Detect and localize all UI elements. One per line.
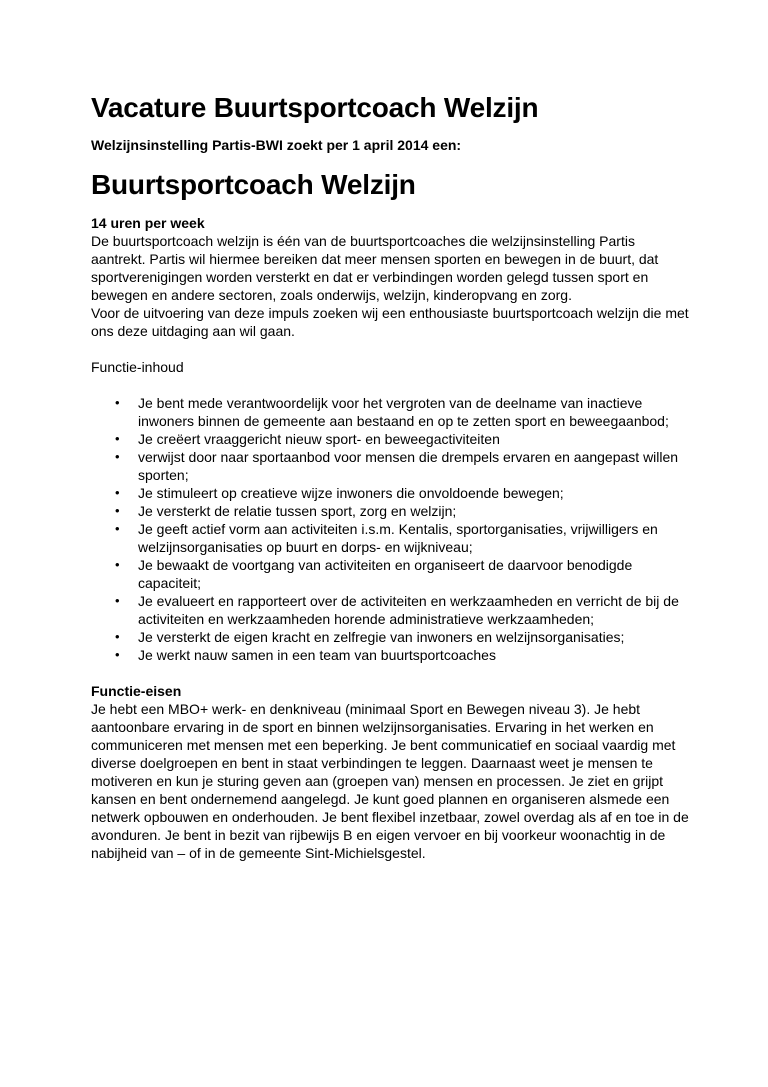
functie-eisen-paragraph: Je hebt een MBO+ werk- en denkniveau (minimaal Sport en Bewegen niveau 3). Je hebt aantoonbare ervaring in de sport en binnen welzijnsorganisaties. Ervaring in het werken en communiceren met mensen met een beperking. Je bent communicatief en sociaal vaardig met diverse doelgroepen en bent in staat verbindingen te leggen. Daarnaast weet je mensen te motiveren en kun je sturing geven aan (groepen van) mensen en processen. Je ziet en grijpt kansen en bent ondernemend aangelegd. Je kunt goed plannen en organiseren alsmede een netwerk opbouwen en onderhouden. Je bent flexibel inzetbaar, zowel overdag als af en toe in de avonduren. Je bent in bezit van rijbewijs B en eigen vervoer en bij voorkeur woonachtig in de nabijheid van – of in de gemeente Sint-Michielsgestel. [91,701,689,861]
task-list-item [91,430,691,448]
hours-per-week: 14 uren per week [91,215,205,231]
task-text: Je evalueert en rapporteert over de activiteiten en werkzaamheden en verricht de bij de activiteiten en werkzaamheden horende administratieve werkzaamheden; [138,593,679,627]
job-title: Buurtsportcoach Welzijn [91,169,416,200]
bullet-icon: • [115,593,120,608]
task-text: verwijst door naar sportaanbod voor mensen die drempels ervaren en aangepast willen sporten; [138,449,679,483]
bullet-icon: • [115,449,120,464]
task-list-item [91,448,691,484]
task-list-item [91,394,691,430]
task-text: Je geeft actief vorm aan activiteiten i.s.m. Kentalis, sportorganisaties, vrijwilligers en welzijnsorganisaties op buurt en dorps- en wijkniveau; [138,521,658,555]
document-title: Vacature Buurtsportcoach Welzijn [91,92,539,123]
task-list-item [91,520,691,556]
bullet-icon: • [115,557,120,572]
bullet-icon: • [115,503,120,518]
bullet-icon: • [115,395,120,410]
task-list-item [91,502,691,520]
intro-paragraph-2: Voor de uitvoering van deze impuls zoeken wij een enthousiaste buurtsportcoach welzijn die met ons deze uitdaging aan wil gaan. [91,305,689,339]
task-text: Je stimuleert op creatieve wijze inwoners die onvoldoende bewegen; [138,485,564,501]
bullet-icon: • [115,629,120,644]
functie-eisen-heading: Functie-eisen [91,683,182,699]
task-list-item [91,484,691,502]
task-text: Je versterkt de relatie tussen sport, zorg en welzijn; [138,503,457,519]
bullet-icon: • [115,647,120,662]
bullet-icon: • [115,485,120,500]
organization-line: Welzijnsinstelling Partis-BWI zoekt per 1 april 2014 een: [91,137,462,153]
bullet-icon: • [115,431,120,446]
task-text: Je bent mede verantwoordelijk voor het vergroten van de deelname van inactieve inwoners binnen de gemeente aan bestaand en op te zetten sport en beweegaanbod; [138,395,669,429]
task-list-item [91,628,691,646]
task-list-item [91,592,691,628]
task-list-item [91,646,691,664]
task-text: Je werkt nauw samen in een team van buurtsportcoaches [138,647,496,663]
intro-paragraph: De buurtsportcoach welzijn is één van de buurtsportcoaches die welzijnsinstelling Partis aantrekt. Partis wil hiermee bereiken dat meer mensen sporten en bewegen in de buurt, dat sportverenigingen worden versterkt en dat er verbindingen worden gelegd tussen sport en bewegen en andere sectoren, zoals onderwijs, welzijn, kinderopvang en zorg. [91,233,659,303]
task-text: Je bewaakt de voortgang van activiteiten en organiseert de daarvoor benodigde capaciteit; [138,557,633,591]
document-page [91,90,691,862]
bullet-icon: • [115,521,120,536]
task-list [91,394,691,664]
functie-inhoud-heading: Functie-inhoud [91,359,184,375]
task-text: Je versterkt de eigen kracht en zelfregie van inwoners en welzijnsorganisaties; [138,629,625,645]
task-list-item [91,556,691,592]
task-text: Je creëert vraaggericht nieuw sport- en beweegactiviteiten [138,431,500,447]
